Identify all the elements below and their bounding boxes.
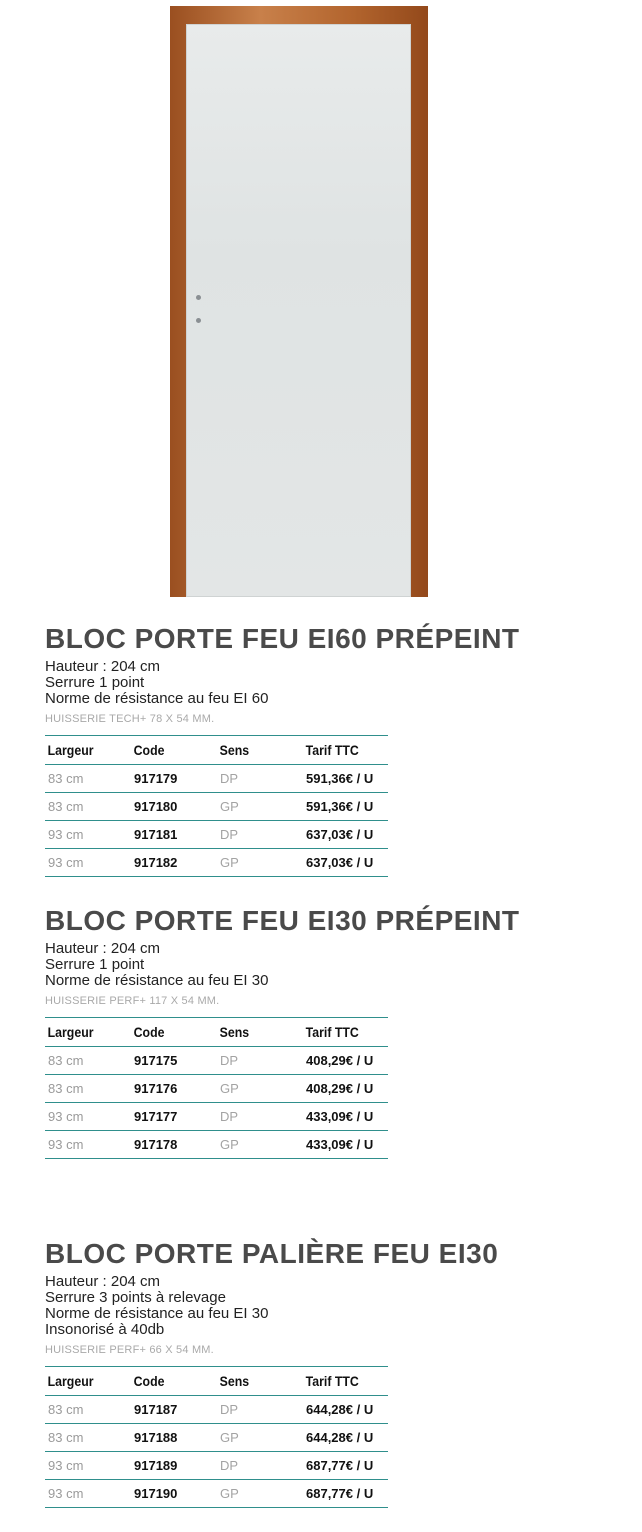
cell-code: 917182: [131, 849, 217, 877]
cell-sens: GP: [217, 1480, 303, 1508]
product-title: BLOC PORTE PALIÈRE FEU EI30: [45, 1238, 499, 1269]
cell-code: 917178: [131, 1131, 217, 1159]
cell-code: 917180: [131, 793, 217, 821]
cell-sens: DP: [217, 1103, 303, 1131]
header-sens: Sens: [217, 1018, 293, 1047]
header-tarif: Tarif TTC: [303, 1367, 378, 1396]
cell-code: 917179: [131, 765, 217, 793]
desc-line: Norme de résistance au feu EI 30: [45, 972, 269, 989]
table-row: [45, 1424, 388, 1452]
cell-code: 917177: [131, 1103, 217, 1131]
cell-code: 917181: [131, 821, 217, 849]
cell-tarif: 408,29€ / U: [303, 1047, 388, 1075]
desc-line: Hauteur : 204 cm: [45, 940, 161, 957]
cell-largeur: 83 cm: [45, 1396, 131, 1424]
cell-sens: DP: [217, 821, 303, 849]
cell-tarif: 591,36€ / U: [303, 765, 388, 793]
product-title: BLOC PORTE FEU EI30 PRÉPEINT: [45, 905, 520, 936]
price-table: [45, 1017, 388, 1159]
cell-sens: GP: [217, 1131, 303, 1159]
cell-code: 917188: [131, 1424, 217, 1452]
cell-code: 917189: [131, 1452, 217, 1480]
cell-sens: GP: [217, 793, 303, 821]
header-code: Code: [131, 1018, 207, 1047]
product-section-paliere-ei30: [45, 1238, 605, 1508]
cell-sens: DP: [217, 765, 303, 793]
table-row: [45, 849, 388, 877]
table-row: [45, 1452, 388, 1480]
cell-sens: GP: [217, 849, 303, 877]
cell-largeur: 83 cm: [45, 765, 131, 793]
frame-note: HUISSERIE PERF+ 66 X 54 MM.: [45, 1344, 214, 1356]
cell-largeur: 83 cm: [45, 793, 131, 821]
desc-line: Insonorisé à 40db: [45, 1321, 165, 1338]
table-row: [45, 1103, 388, 1131]
cell-largeur: 93 cm: [45, 1103, 131, 1131]
product-title: BLOC PORTE FEU EI60 PRÉPEINT: [45, 623, 520, 654]
desc-line: Hauteur : 204 cm: [45, 1273, 161, 1290]
cell-code: 917175: [131, 1047, 217, 1075]
header-sens: Sens: [217, 1367, 293, 1396]
product-description: [45, 659, 605, 707]
cell-tarif: 637,03€ / U: [303, 821, 388, 849]
desc-line: Serrure 1 point: [45, 674, 145, 691]
product-description: [45, 1274, 605, 1338]
cell-tarif: 433,09€ / U: [303, 1103, 388, 1131]
cell-tarif: 687,77€ / U: [303, 1480, 388, 1508]
cell-tarif: 644,28€ / U: [303, 1396, 388, 1424]
header-code: Code: [131, 736, 207, 765]
table-row: [45, 821, 388, 849]
desc-line: Norme de résistance au feu EI 30: [45, 1305, 269, 1322]
cell-sens: GP: [217, 1075, 303, 1103]
cell-largeur: 93 cm: [45, 1452, 131, 1480]
table-row: [45, 793, 388, 821]
price-table: [45, 735, 388, 877]
cell-sens: DP: [217, 1047, 303, 1075]
table-row: [45, 1396, 388, 1424]
cell-tarif: 687,77€ / U: [303, 1452, 388, 1480]
table-row: [45, 1480, 388, 1508]
cell-tarif: 408,29€ / U: [303, 1075, 388, 1103]
product-section-ei30: [45, 905, 605, 1159]
cell-tarif: 644,28€ / U: [303, 1424, 388, 1452]
table-row: [45, 1075, 388, 1103]
desc-line: Norme de résistance au feu EI 60: [45, 690, 269, 707]
cell-code: 917190: [131, 1480, 217, 1508]
header-tarif: Tarif TTC: [303, 736, 378, 765]
table-row: [45, 1047, 388, 1075]
cell-sens: GP: [217, 1424, 303, 1452]
table-row: [45, 765, 388, 793]
door-hinge-icon: [196, 295, 201, 300]
header-tarif: Tarif TTC: [303, 1018, 378, 1047]
product-description: [45, 941, 605, 989]
cell-tarif: 637,03€ / U: [303, 849, 388, 877]
header-code: Code: [131, 1367, 207, 1396]
door-hinge-icon: [196, 318, 201, 323]
cell-code: 917176: [131, 1075, 217, 1103]
cell-sens: DP: [217, 1452, 303, 1480]
header-largeur: Largeur: [45, 1367, 121, 1396]
frame-note: HUISSERIE PERF+ 117 X 54 MM.: [45, 995, 220, 1007]
product-section-ei60: [45, 623, 605, 877]
cell-largeur: 93 cm: [45, 821, 131, 849]
cell-tarif: 591,36€ / U: [303, 793, 388, 821]
cell-largeur: 83 cm: [45, 1424, 131, 1452]
desc-line: Serrure 3 points à relevage: [45, 1289, 226, 1306]
cell-largeur: 83 cm: [45, 1075, 131, 1103]
desc-line: Serrure 1 point: [45, 956, 145, 973]
header-largeur: Largeur: [45, 736, 121, 765]
cell-largeur: 93 cm: [45, 1131, 131, 1159]
cell-tarif: 433,09€ / U: [303, 1131, 388, 1159]
frame-note: HUISSERIE TECH+ 78 X 54 MM.: [45, 713, 215, 725]
cell-largeur: 93 cm: [45, 849, 131, 877]
price-table: [45, 1366, 388, 1508]
header-sens: Sens: [217, 736, 293, 765]
cell-code: 917187: [131, 1396, 217, 1424]
cell-largeur: 83 cm: [45, 1047, 131, 1075]
door-leaf-image: [186, 24, 411, 597]
table-row: [45, 1131, 388, 1159]
header-largeur: Largeur: [45, 1018, 121, 1047]
cell-largeur: 93 cm: [45, 1480, 131, 1508]
cell-sens: DP: [217, 1396, 303, 1424]
desc-line: Hauteur : 204 cm: [45, 658, 161, 675]
